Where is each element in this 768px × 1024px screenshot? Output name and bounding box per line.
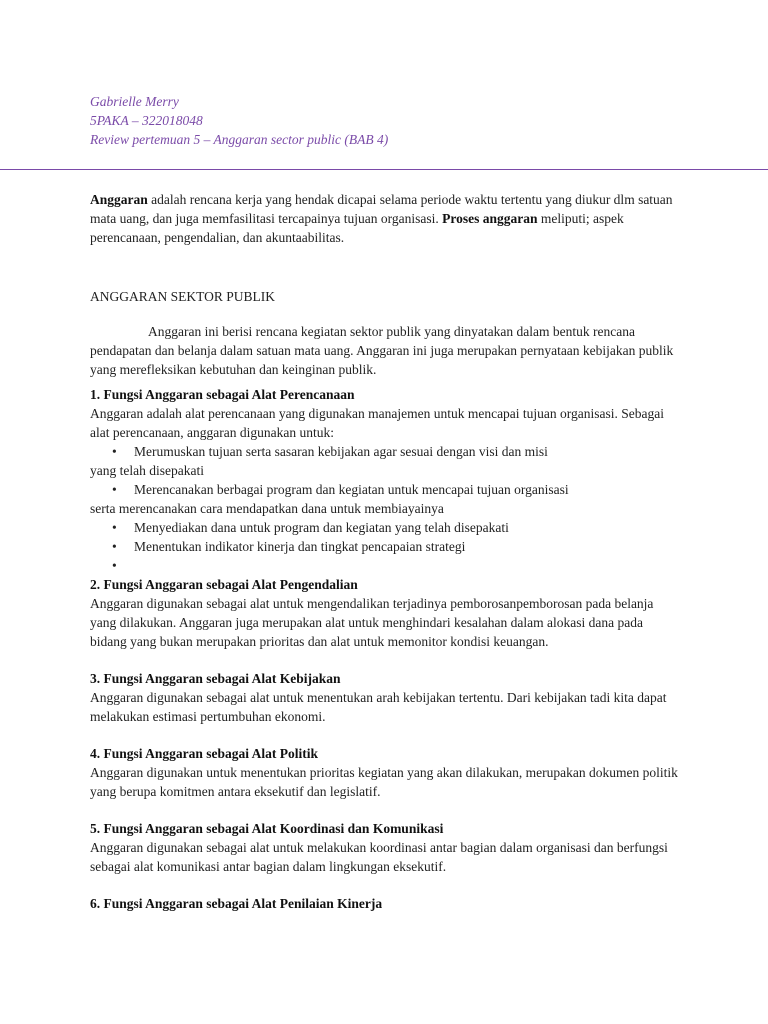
intro-term-proses: Proses anggaran [442, 211, 538, 226]
function-4-text: Anggaran digunakan untuk menentukan prioritas kegiatan yang akan dilakukan, merupakan dokumen politik yang berupa komitmen antara eksekutif dan legislatif. [90, 765, 678, 799]
intro-paragraph [90, 190, 680, 247]
section-intro: Anggaran ini berisi rencana kegiatan sektor publik yang dinyatakan dalam bentuk rencana pendapatan dan belanja dalam satuan mata uang. Anggaran ini juga merupakan pernyataan kebijakan publik yang merefleksikan kebutuhan dan keinginan publik. [90, 324, 674, 377]
intro-text-1: adalah rencana kerja yang hendak dicapai selama periode waktu tertentu yang diukur dlm satuan mata uang, dan juga memfasilitasi tercapainya tujuan organisasi. [90, 192, 673, 226]
bullet-item [90, 518, 680, 537]
bullet-text: Menyediakan dana untuk program dan kegiatan yang telah disepakati [134, 520, 509, 535]
bullet-icon: • [112, 444, 117, 459]
bullet-icon: • [112, 482, 117, 497]
bullet-item [90, 442, 680, 461]
bullet-text [134, 556, 680, 575]
bullet-icon: • [112, 558, 117, 573]
function-2-title: 2. Fungsi Anggaran sebagai Alat Pengendalian [90, 577, 358, 592]
author-name: Gabrielle Merry [90, 94, 179, 109]
bullet-item [90, 537, 680, 556]
function-3-title: 3. Fungsi Anggaran sebagai Alat Kebijakan [90, 671, 341, 686]
bullet-continuation: serta merencanakan cara mendapatkan dana untuk membiayainya [90, 501, 444, 516]
function-5-title: 5. Fungsi Anggaran sebagai Alat Koordinasi dan Komunikasi [90, 821, 444, 836]
intro-term-anggaran: Anggaran [90, 192, 148, 207]
bullet-item-empty [90, 556, 680, 575]
function-3-text: Anggaran digunakan sebagai alat untuk menentukan arah kebijakan tertentu. Dari kebijakan tadi kita dapat melakukan estimasi pertumbuhan ekonomi. [90, 690, 667, 724]
bullet-icon: • [112, 520, 117, 535]
bullet-text: Merumuskan tujuan serta sasaran kebijakan agar sesuai dengan visi dan misi [134, 444, 548, 459]
document-header [90, 92, 388, 149]
bullet-item [90, 480, 680, 499]
review-title: Review pertemuan 5 – Anggaran sector public (BAB 4) [90, 132, 389, 147]
bullet-icon: • [112, 539, 117, 554]
function-1-title: 1. Fungsi Anggaran sebagai Alat Perencanaan [90, 387, 355, 402]
intro-text-2: meliputi; aspek perencanaan, pengendalian, dan akuntaabilitas. [90, 211, 624, 245]
function-2-text: Anggaran digunakan sebagai alat untuk mengendalikan terjadinya pemborosanpemborosan pada belanja yang dilakukan. Anggaran juga merupakan alat untuk menghindari kesalahan dalam alokasi dana pada bidang yang bukan merupakan prioritas dan alat untuk memonitor kondisi keuangan. [90, 596, 654, 649]
bullet-continuation: yang telah disepakati [90, 463, 204, 478]
bullet-text: Menentukan indikator kinerja dan tingkat pencapaian strategi [134, 539, 466, 554]
function-1-text: Anggaran adalah alat perencanaan yang digunakan manajemen untuk mencapai tujuan organisasi. Sebagai alat perencanaan, anggaran digunakan untuk: [90, 406, 665, 440]
function-6-title: 6. Fungsi Anggaran sebagai Alat Penilaian Kinerja [90, 896, 383, 911]
bullet-text: Merencanakan berbagai program dan kegiatan untuk mencapai tujuan organisasi [134, 482, 569, 497]
section-heading: ANGGARAN SEKTOR PUBLIK [90, 289, 276, 304]
class-id: 5PAKA – 322018048 [90, 113, 203, 128]
document-body [90, 190, 680, 913]
header-divider [0, 169, 768, 170]
function-5-text: Anggaran digunakan sebagai alat untuk melakukan koordinasi antar bagian dalam organisasi dan berfungsi sebagai alat komunikasi antar bagian dalam lingkungan eksekutif. [90, 840, 668, 874]
function-4-title: 4. Fungsi Anggaran sebagai Alat Politik [90, 746, 319, 761]
